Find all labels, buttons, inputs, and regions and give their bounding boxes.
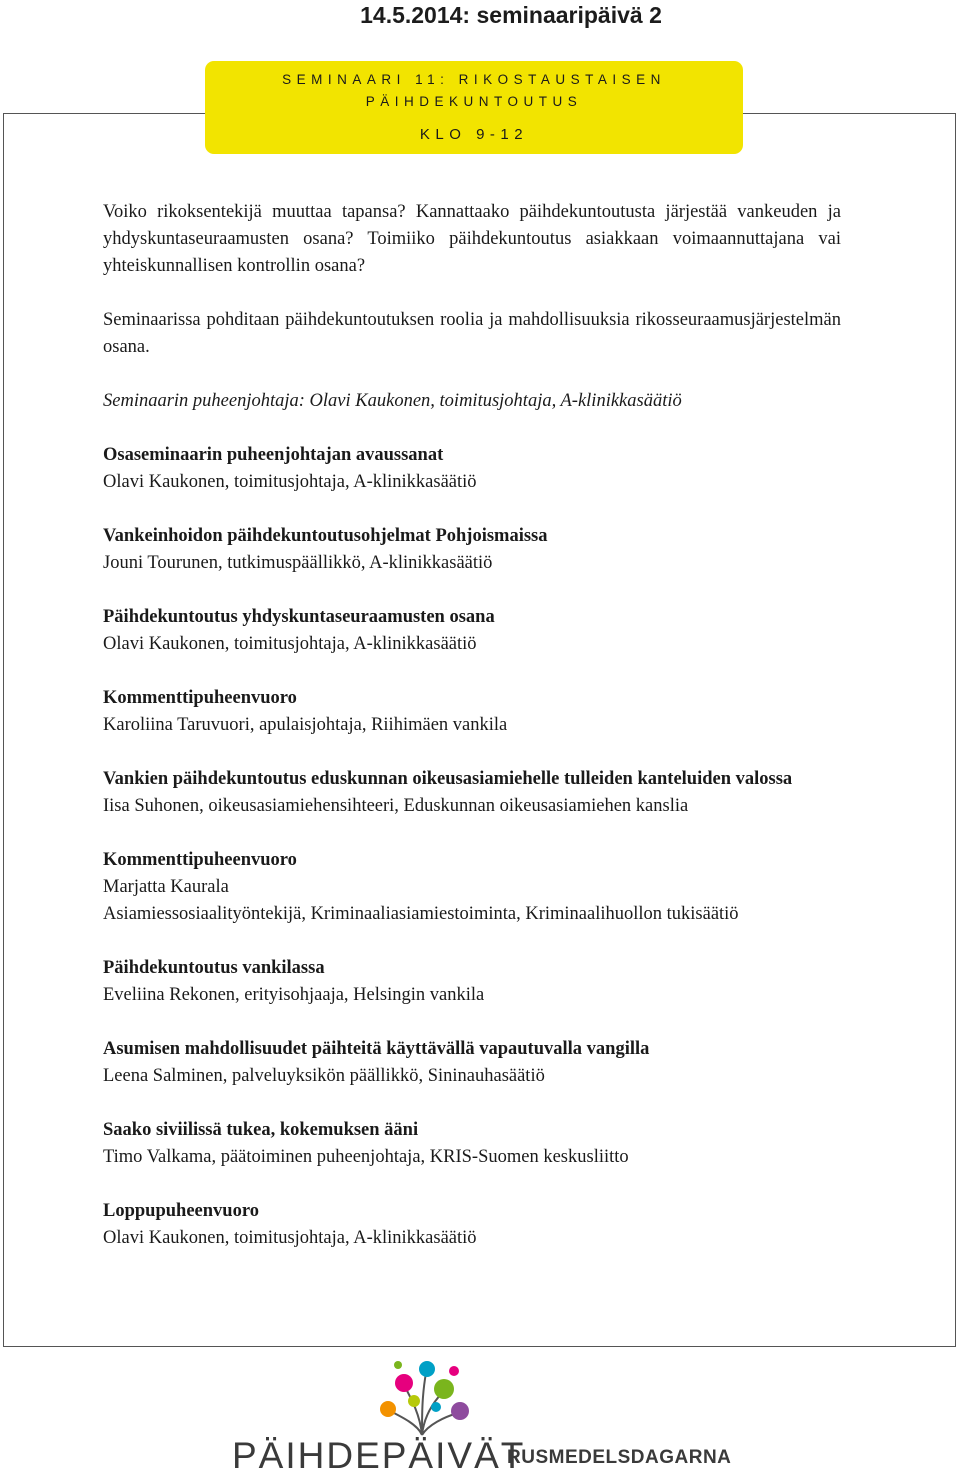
program-item-title: Asumisen mahdollisuudet päihteitä käyttävällä vapautuvalla vangilla <box>103 1039 650 1059</box>
seminar-chair: Seminaarin puheenjohtaja: Olavi Kaukonen, toimitusjohtaja, A-klinikkasäätiö <box>103 391 682 411</box>
program-item-title: Vankien päihdekuntoutus eduskunnan oikeusasiamiehelle tulleiden kanteluiden valossa <box>103 769 793 789</box>
seminar-content <box>103 199 841 1279</box>
program-item <box>103 685 841 739</box>
intro-paragraph: Voiko rikoksentekijä muuttaa tapansa? Kannattaako päihdekuntoutusta järjestää vankeuden ja yhdyskuntaseuraamusten osana? Toimiiko päihdekuntoutus asiakkaan voimaannuttajana vai yhteiskunnallisen kontrollin osana? <box>103 202 841 276</box>
program-item-speaker: Timo Valkama, päätoiminen puheenjohtaja, KRIS-Suomen keskusliitto <box>103 1147 629 1167</box>
program-item <box>103 1198 841 1252</box>
program-item-title: Loppupuheenvuoro <box>103 1201 259 1221</box>
logo-secondary-name: RUSMEDELSDAGARNA <box>507 1447 732 1468</box>
program-item-speaker: Eveliina Rekonen, erityisohjaaja, Helsingin vankila <box>103 985 485 1005</box>
banner-title-line-2: PÄIHDEKUNTOUTUS <box>365 94 583 109</box>
logo-name: PÄIHDEPÄIVÄT <box>232 1435 526 1476</box>
program-item <box>103 1117 841 1171</box>
program-item-speaker: Olavi Kaukonen, toimitusjohtaja, A-klinikkasäätiö <box>103 634 477 654</box>
program-item-speaker: Iisa Suhonen, oikeusasiamiehensihteeri, Eduskunnan oikeusasiamiehen kanslia <box>103 796 689 816</box>
program-item-title: Osaseminaarin puheenjohtajan avaussanat <box>103 445 444 465</box>
program-item-title: Päihdekuntoutus vankilassa <box>103 958 325 978</box>
program-item-title: Kommenttipuheenvuoro <box>103 850 297 870</box>
program-item-title: Saako siviilissä tukea, kokemuksen ääni <box>103 1120 419 1140</box>
program-item-title: Päihdekuntoutus yhdyskuntaseuraamusten osana <box>103 607 495 627</box>
program-item-speaker: Leena Salminen, palveluyksikön päällikkö, Sininauhasäätiö <box>103 1066 545 1086</box>
program-item <box>103 847 841 928</box>
program-item-title: Kommenttipuheenvuoro <box>103 688 297 708</box>
program-item <box>103 766 841 820</box>
intro-paragraph: Seminaarissa pohditaan päihdekuntoutuksen roolia ja mahdollisuuksia rikosseuraamusjärjestelmän osana. <box>103 310 841 357</box>
program-item <box>103 955 841 1009</box>
program-item-speaker: Jouni Tourunen, tutkimuspäällikkö, A-klinikkasäätiö <box>103 553 493 573</box>
program-item-speaker: Karoliina Taruvuori, apulaisjohtaja, Riihimäen vankila <box>103 715 508 735</box>
program-item <box>103 1036 841 1090</box>
seminar-banner <box>205 61 743 154</box>
paihdepaivat-logo <box>232 1355 732 1480</box>
program-item-title: Vankeinhoidon päihdekuntoutusohjelmat Pohjoismaissa <box>103 526 548 546</box>
program-item <box>103 523 841 577</box>
banner-title-line-1: SEMINAARI 11: RIKOSTAUSTAISEN <box>282 72 666 87</box>
banner-time: KLO 9-12 <box>419 126 529 143</box>
program-item-speaker: Olavi Kaukonen, toimitusjohtaja, A-klinikkasäätiö <box>103 472 477 492</box>
program-item <box>103 442 841 496</box>
program-item <box>103 604 841 658</box>
program-item-speaker: Olavi Kaukonen, toimitusjohtaja, A-klinikkasäätiö <box>103 1228 477 1248</box>
program-item-speaker: Marjatta Kaurala <box>103 877 229 897</box>
page-title: 14.5.2014: seminaaripäivä 2 <box>360 2 662 28</box>
program-item-speaker-role: Asiamiessosiaalityöntekijä, Kriminaaliasiamiestoiminta, Kriminaalihuollon tukisäätiö <box>103 904 739 924</box>
